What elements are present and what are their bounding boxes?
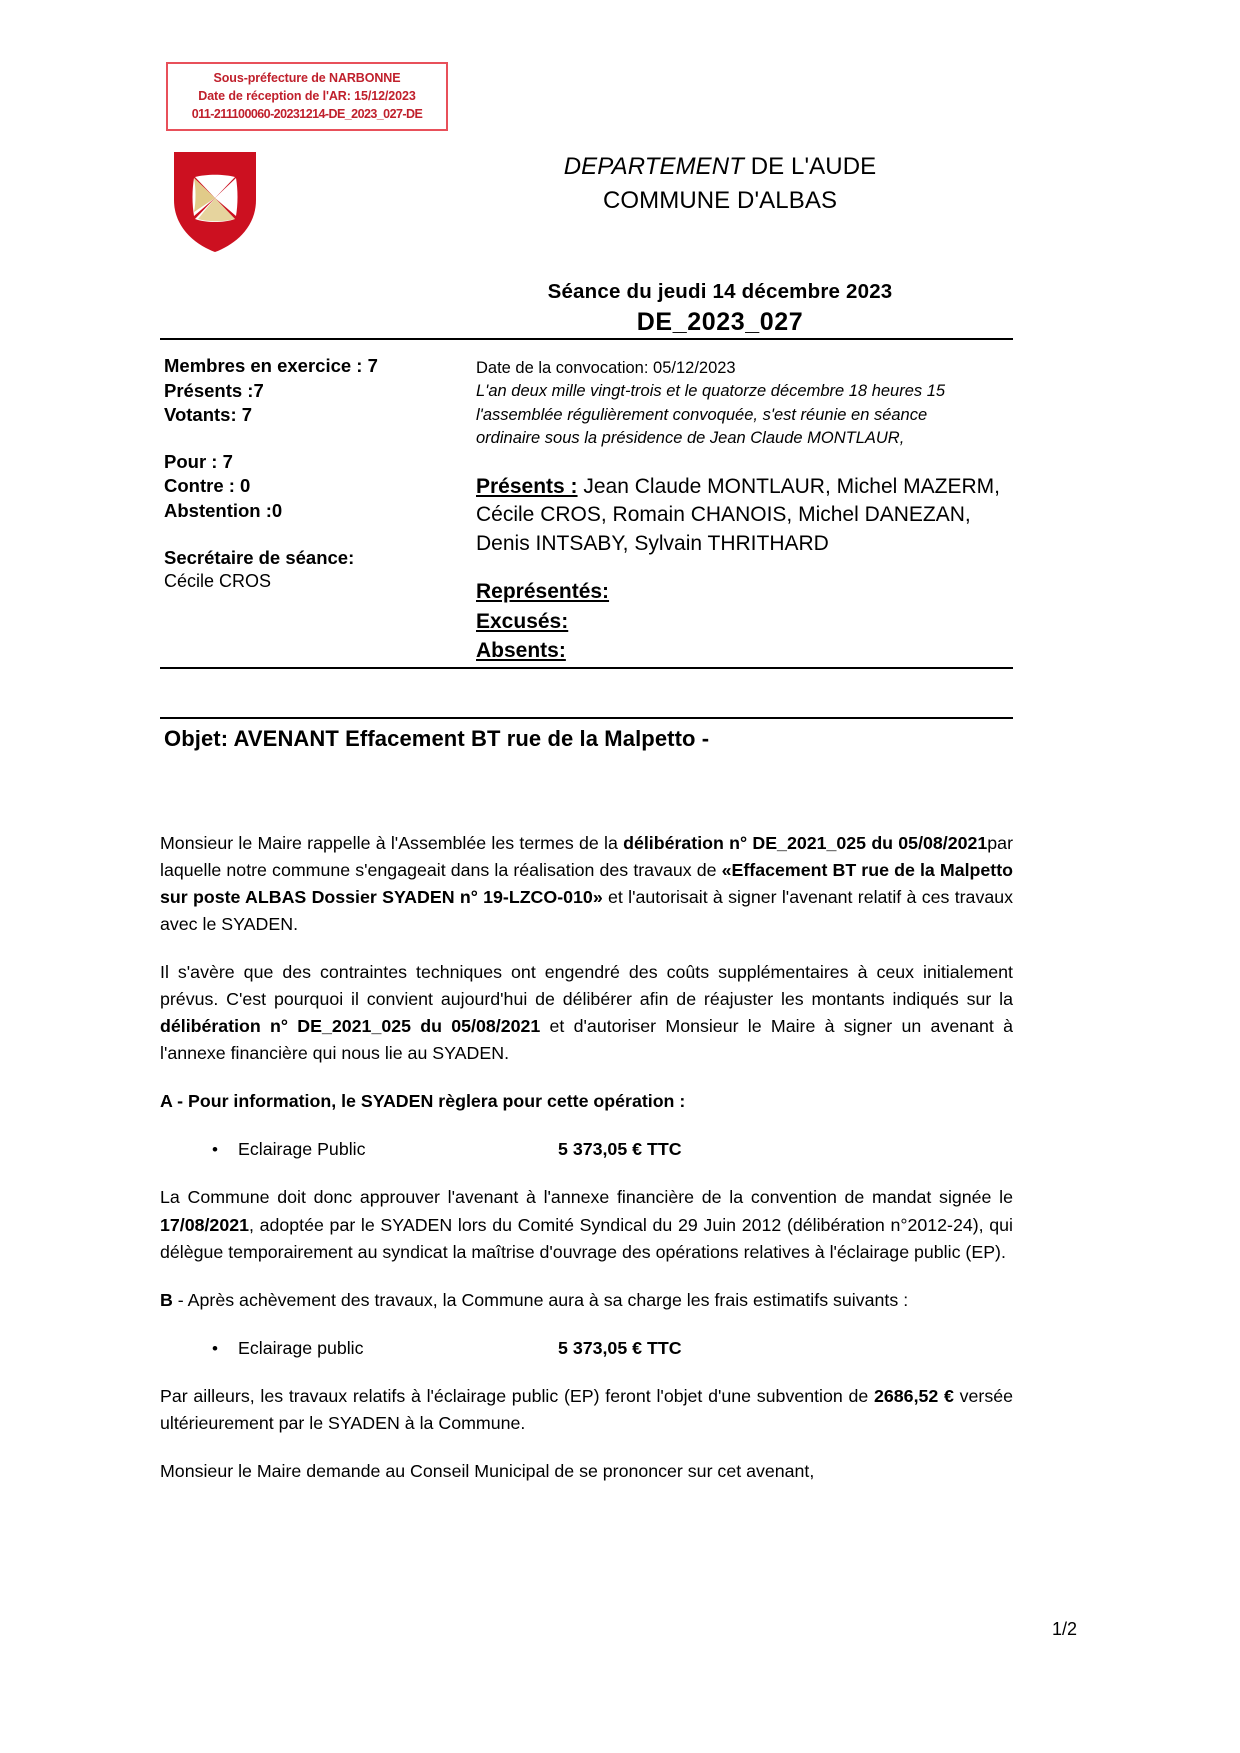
absent-label: Absents:: [476, 639, 566, 663]
p1-deliberation-ref: délibération n° DE_2021_025 du 05/08/2021: [623, 833, 988, 853]
p2-part-c: et d'autoriser Monsieur le Maire à signer un avenant à l'annexe financière qui nous lie au SYADEN.: [160, 1016, 1013, 1064]
members-present: Présents :7: [164, 379, 264, 401]
p3-part-c: , adoptée par le SYADEN lors du Comité Syndical du 29 Juin 2012 (délibération n°2012-24), qui délègue temporairement au syndicat la maîtrise d'ouvrage des opérations relatives à l'éclairage public (EP).: [160, 1214, 1013, 1262]
paragraph-mandate-convention: [160, 1184, 1013, 1265]
divider-objet-top: [160, 667, 1013, 669]
votes-abstention: Abstention :0: [164, 499, 283, 521]
stamp-reference-id: 011-211100060-20231214-DE_2023_027-DE: [191, 107, 423, 122]
reception-stamp: [166, 62, 448, 131]
votes-against: Contre : 0: [164, 475, 251, 497]
paragraph-subsidy: [160, 1383, 1013, 1437]
session-date: Séance du jeudi 14 décembre 2023: [547, 280, 893, 303]
objet-heading: Objet: AVENANT Effacement BT rue de la Malpetto -: [164, 726, 710, 751]
p4-part-c: versée ultérieurement par le SYADEN à la Commune.: [160, 1385, 1013, 1433]
bullet-icon: •: [212, 1338, 218, 1358]
section-b-letter: B: [160, 1289, 173, 1310]
p3-signed-date: 17/08/2021: [160, 1214, 249, 1235]
excused-label: Excusés:: [476, 609, 569, 633]
stamp-receipt-date: Date de réception de l'AR: 15/12/2023: [198, 89, 416, 104]
secretary-label: Secrétaire de séance:: [164, 546, 355, 568]
attendees-label: Présents :: [476, 474, 578, 498]
p2-deliberation-ref: délibération n° DE_2021_025 du 05/08/2021: [160, 1016, 541, 1037]
paragraph-request-vote: Monsieur le Maire demande au Conseil Municipal de se prononcer sur cet avenant,: [160, 1460, 815, 1481]
amount-value-public-lighting: 5 373,05 € TTC: [558, 1139, 682, 1160]
convocation-narrative-line-2: l'assemblée régulièrement convoquée, s'est réunie en séance: [476, 405, 928, 424]
votes-for: Pour : 7: [164, 450, 233, 472]
attendance-summary: [164, 354, 464, 616]
convocation-narrative: [476, 380, 1016, 450]
section-b-title-text: - Après achèvement des travaux, la Commune aura à sa charge les frais estimatifs suivants :: [172, 1289, 909, 1310]
bullet-icon: •: [212, 1140, 218, 1160]
p4-subsidy-amount: 2686,52 €: [874, 1385, 954, 1406]
deliberation-number: DE_2023_027: [636, 308, 804, 336]
secretary-name: Cécile CROS: [164, 571, 272, 592]
p1-part-c: par laquelle notre commune s'engageait dans la réalisation des travaux de: [160, 833, 1013, 881]
section-a-title: [160, 1088, 1013, 1115]
section-b-title: [160, 1287, 1013, 1314]
page-number: 1/2: [1051, 1619, 1077, 1639]
amount-label-public-lighting-commune: Eclairage public: [238, 1337, 364, 1358]
divider-top: [160, 338, 1013, 340]
p4-part-a: Par ailleurs, les travaux relatifs à l'éclairage public (EP) feront l'objet d'une subvention de: [160, 1385, 875, 1406]
convocation-date: Date de la convocation: 05/12/2023: [476, 359, 736, 377]
p3-part-a: La Commune doit donc approuver l'avenant à l'annexe financière de la convention de mandat signée le: [160, 1187, 1013, 1208]
amount-value-public-lighting-commune: 5 373,05 € TTC: [558, 1337, 682, 1358]
members-in-office: Membres en exercice : 7: [164, 355, 378, 376]
deliberation-body: [160, 830, 1013, 1506]
attendees-list: [476, 473, 1016, 559]
convocation-narrative-line-3: ordinaire sous la présidence de Jean Claude MONTLAUR,: [476, 429, 905, 448]
divider-objet-bottom: [160, 717, 1013, 719]
attendance-roll: [476, 578, 1016, 666]
amount-row-commune: [160, 1335, 1013, 1362]
paragraph-reminder: [160, 830, 1013, 938]
department-rest: DE L'AUDE: [743, 153, 877, 180]
department-word: DEPARTEMENT: [563, 153, 744, 180]
amount-row-syaden: [160, 1136, 1013, 1163]
amount-label-public-lighting: Eclairage Public: [238, 1139, 366, 1160]
coat-of-arms-icon: [172, 150, 258, 254]
header-titles: [430, 150, 1010, 218]
convocation-block: [476, 358, 1016, 667]
p1-part-d: et l'autorisait à signer l'avenant relatif à ces travaux avec le SYADEN.: [160, 887, 1014, 935]
stamp-authority: Sous-préfecture de NARBONNE: [213, 71, 401, 85]
p1-part-a: Monsieur le Maire rappelle à l'Assemblée les termes de la: [160, 833, 624, 853]
department-line: [430, 150, 1010, 184]
p2-part-a: Il s'avère que des contraintes techniques ont engendré des coûts supplémentaires à ceux initialement prévus. C'est pourquoi il convient aujourd'hui de délibérer afin de réajuster les montants indiqués sur la: [160, 962, 1013, 1010]
attendees-names: Jean Claude MONTLAUR, Michel MAZERM, Cécile CROS, Romain CHANOIS, Michel DANEZAN, Denis INTSABY, Sylvain THRITHARD: [476, 474, 1000, 555]
members-voting: Votants: 7: [164, 404, 253, 426]
section-a-title-text: A - Pour information, le SYADEN règlera pour cette opération :: [160, 1091, 686, 1112]
represented-label: Représentés:: [476, 580, 610, 604]
session-heading: [430, 280, 1010, 337]
paragraph-cost-overrun: [160, 959, 1013, 1067]
convocation-narrative-line-1: L'an deux mille vingt-trois et le quatorze décembre 18 heures 15: [476, 382, 946, 401]
commune-line: COMMUNE D'ALBAS: [602, 187, 838, 215]
p1-project-title: «Effacement BT rue de la Malpetto sur poste ALBAS Dossier SYADEN n° 19-LZCO-010»: [160, 860, 1013, 908]
